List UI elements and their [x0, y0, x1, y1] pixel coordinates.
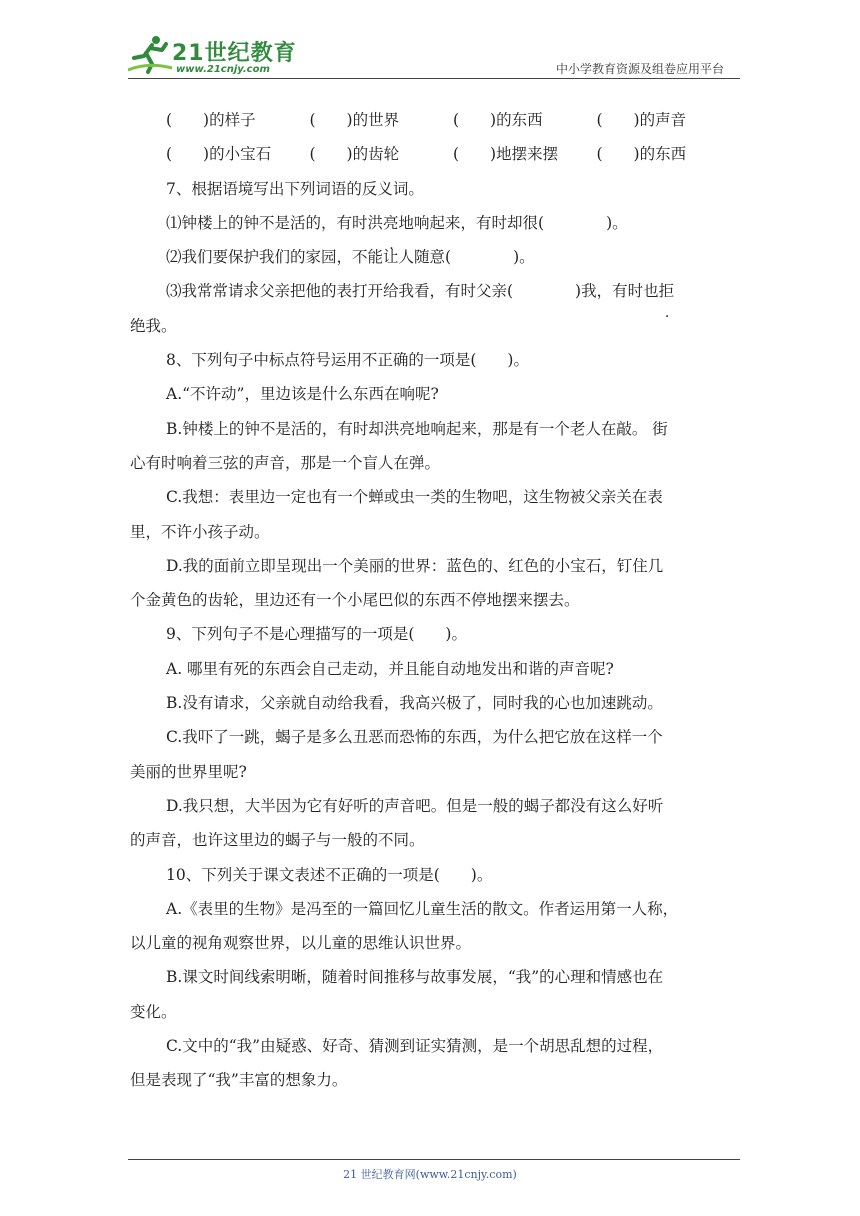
question-10-option-a: A.《表里的生物》是冯至的一篇回忆儿童生活的散文。作者运用第一人称，: [166, 899, 679, 918]
platform-name: 中小学教育资源及组卷应用平台: [555, 62, 724, 76]
text: 地响起来，有时却很( )。: [398, 213, 628, 232]
question-8-option-a: A.“不许动”，里边该是什么东西在响呢?: [166, 385, 439, 404]
dotted-char: 护: [243, 248, 260, 267]
question-9-option-d-cont: 的声音，也许这里边的蝎子与一般的不同。: [130, 831, 425, 850]
runner-logo-icon: [128, 34, 174, 74]
blank-row-1: [130, 103, 740, 137]
question-10-title: 10、下列关于课文表述不正确的一项是( )。: [166, 865, 493, 884]
question-9-option-a: A. 哪里有死的东西会自己走动，并且能自动地发出和谐的声音呢?: [166, 659, 614, 678]
blank-item: ( )地摆来摆: [453, 145, 559, 164]
question-8-option-b: B.钟楼上的钟不是活的，有时却洪亮地响起来，那是有一个老人在敲。 街: [166, 419, 668, 438]
blank-row-2: [130, 137, 740, 171]
question-9-option-b: B.没有请求，父亲就自动给我看，我高兴极了，同时我的心也加速跳动。: [166, 694, 663, 713]
question-8-option-d: D.我的面前立即呈现出一个美丽的世界：蓝色的、红色的小宝石，钉住几: [166, 556, 664, 575]
blank-item: ( )的小宝石: [166, 145, 272, 164]
blank-item: ( )的齿轮: [309, 145, 400, 164]
blank-item: ( )的东西: [453, 111, 543, 129]
blank-item: ( )的东西: [596, 145, 687, 164]
blank-item: ( )的样子: [166, 111, 256, 129]
question-8-title: 8、下列句子中标点符号运用不正确的一项是( )。: [166, 351, 529, 370]
question-9-option-c-cont: 美丽的世界里呢?: [130, 762, 247, 781]
blank-item: ( )的世界: [309, 111, 400, 129]
question-7-item-1: [130, 206, 740, 240]
question-7-item-3: [130, 274, 740, 308]
header-divider: [128, 78, 740, 79]
question-8-option-d-cont: 个金黄色的齿轮，里边还有一个小尾巴似的东西不停地摆来摆去。: [130, 591, 580, 610]
dotted-char: 亮: [383, 213, 399, 232]
question-10-option-b-cont: 变化。: [130, 1002, 177, 1021]
question-9-option-d: D.我只想，大半因为它有好听的声音吧。但是一般的蝎子都没有这么好听: [166, 796, 664, 815]
site-logo: [128, 34, 298, 74]
exercise-content: [130, 103, 740, 1098]
dotted-char: 拒: [658, 282, 675, 301]
text: ⑵我们要保: [166, 248, 244, 267]
question-10-option-b: B.课文时间线索明晰，随着时间推移与故事发展，“我”的心理和情感也在: [166, 968, 664, 987]
question-7-title: 7、根据语境写出下列词语的反义词。: [166, 179, 424, 198]
question-7-item-2: [130, 240, 740, 274]
question-8-option-c: C.我想：表里边一定也有一个蝉或虫一类的生物吧，这生物被父亲关在表: [166, 488, 663, 507]
logo-url: www.21cnjy.com: [176, 64, 270, 75]
text: ⑶我常常请求父亲把他的表打开给我看，有时父亲( )我，有时也: [166, 282, 659, 301]
question-8-option-b-cont: 心有时响着三弦的声音，那是一个盲人在弹。: [130, 453, 441, 472]
blank-item: ( )的声音: [596, 111, 687, 129]
text: ⑴钟楼上的钟不是活的，有时洪: [166, 213, 384, 232]
page-header: [128, 30, 738, 78]
question-9-title: 9、下列句子不是心理描写的一项是( )。: [166, 625, 467, 644]
question-7-item-3-cont: 绝我。: [130, 316, 177, 335]
question-9-option-c: C.我吓了一跳，蝎子是多么丑恶而恐怖的东西，为什么把它放在这样一个: [166, 728, 663, 747]
question-8-option-c-cont: 里，不许小孩子动。: [130, 522, 270, 541]
text: 我们的家园，不能让人随意( )。: [259, 248, 535, 267]
question-10-option-c-cont: 但是表现了“我”丰富的想象力。: [130, 1071, 348, 1090]
question-10-option-a-cont: 以儿童的视角观察世界，以儿童的思维认识世界。: [130, 934, 472, 953]
page-footer: 21 世纪教育网(www.21cnjy.com): [343, 1168, 517, 1181]
footer-divider: [128, 1159, 740, 1160]
question-10-option-c: C.文中的“我”由疑惑、好奇、猜测到证实猜测，是一个胡思乱想的过程，: [166, 1037, 664, 1056]
logo-text: 21世纪教育: [172, 41, 297, 66]
